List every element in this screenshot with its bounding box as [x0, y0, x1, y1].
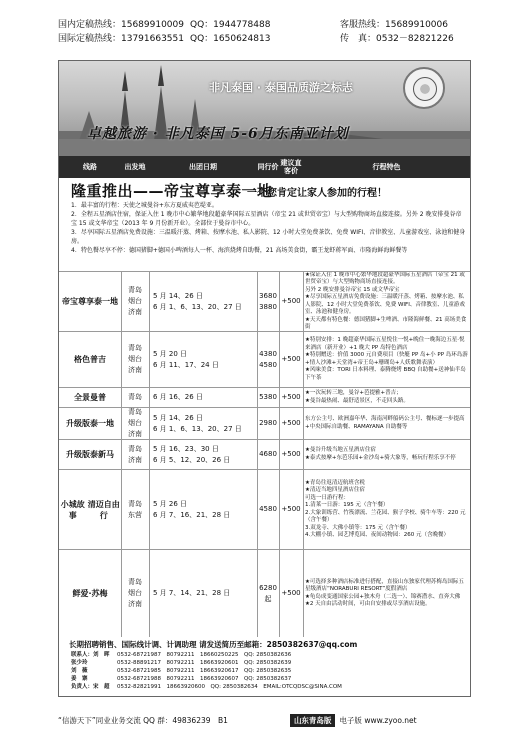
route-direct-price [279, 388, 303, 407]
route-features [303, 388, 470, 407]
route-name-line: 格色普吉 [74, 355, 106, 364]
contact-row [71, 683, 342, 691]
route-features [303, 440, 470, 469]
route-dates-line: 5 月 14、26 日 [153, 291, 203, 300]
promo-tagline: 一个您肯定让家人参加的行程！ [247, 188, 387, 199]
promo-headline: 隆重推出——帝宝尊享泰一地 [71, 182, 273, 200]
service-hotline: 客服热线：15689910006 [340, 20, 448, 30]
route-origin [121, 388, 149, 407]
route-peer-price [257, 470, 279, 549]
route-origin-line: 济南 [128, 455, 142, 464]
route-direct-price-line: +500 [281, 505, 301, 513]
flyer-sheet [58, 60, 471, 697]
feature-line: ★特别赠送：价值 3000 元自费项目（快艇 PP 岛+小 PP 岛环岛游+情人沙滩+天堂湾+帝王岛+珊瑚岛+人妖歌舞表演） [305, 352, 468, 366]
route-direct-price [279, 408, 303, 439]
route-dates [149, 440, 257, 469]
route-direct-price-line: +500 [281, 450, 301, 458]
route-name [59, 408, 121, 439]
route-features [303, 272, 470, 331]
highlight-item: 3．尽享国际五星酒店免费设施：三温暖汗蒸、烤箱、按摩水池、私人影院、12 小时大堂免费茶饮、免费 WIFI、音律教室、儿童游戏室、泳池和健身房。 [71, 229, 466, 245]
recruitment-notice: 长期招聘销售、国际线计调、计调助理 请发送简历至邮箱：2850382637@qq.com [69, 640, 358, 649]
route-dates [149, 388, 257, 407]
route-dates [149, 470, 257, 549]
route-origin [121, 408, 149, 439]
route-dates [149, 272, 257, 331]
route-name-line: 泰一地 [94, 297, 118, 306]
route-peer-price-line: 6280 [259, 583, 277, 592]
column-divider [279, 271, 280, 637]
edition-tag: 山东青岛版 [290, 714, 336, 727]
contact-row [71, 675, 342, 683]
route-dates-line: 5 月 16、23、30 日 [153, 444, 219, 453]
highlight-item: 1．最丰富的行程：天使之城曼谷+东方夏威夷芭堤亚。 [71, 202, 218, 209]
column-divider [257, 271, 258, 637]
route-name [59, 470, 121, 549]
route-dates-line: 6 月 1、6、13、20、27 日 [153, 424, 242, 433]
route-peer-price [257, 272, 279, 331]
contact-details: 0532-68721988 80792211 18663920607 QQ: 2850382637 [117, 676, 292, 682]
route-origin-line: 济南 [128, 308, 142, 316]
route-features [303, 470, 470, 549]
bottom-bar [58, 713, 471, 727]
route-origin-line: 青岛 [128, 444, 142, 453]
domestic-hotline: 国内定稿热线：15689910009 [58, 20, 184, 30]
feature-line: 4.大棚小镇、园艺博览园、夜间动物园：260 元（含晚餐） [305, 532, 449, 538]
route-direct-price [279, 550, 303, 637]
route-origin [121, 272, 149, 331]
contact-row [71, 667, 342, 675]
domestic-qq: QQ：1944778488 [190, 20, 271, 30]
column-divider [121, 271, 122, 637]
route-peer-price [257, 388, 279, 407]
route-dates [149, 332, 257, 387]
contact-list [71, 651, 342, 691]
route-features [303, 408, 470, 439]
feature-line: 3.双龙寺、大佛小镇等：175 元（含午餐） [305, 524, 411, 531]
route-name [59, 440, 121, 469]
header-dates: 出团日期 [189, 163, 217, 171]
feature-line: ★龟岛成变通国家公园+独木舟（二选一）、锦赛潜水、直奔大佛 [305, 593, 461, 600]
route-name-line: 清迈自由行 [87, 499, 120, 520]
route-features [303, 550, 470, 637]
emblem-seal [403, 67, 445, 109]
route-peer-price-line: 3680 [259, 291, 277, 300]
route-name-line: 全景曼普 [74, 393, 106, 402]
column-divider [303, 271, 304, 637]
route-direct-price [279, 470, 303, 549]
promo-banner [59, 178, 470, 200]
feature-line: ★一次玩转三地，曼谷+芭提雅+普吉； [305, 390, 402, 396]
contact-name: 负责人：宋 超 [71, 684, 110, 690]
route-dates-line: 6 月 11、17、24 日 [153, 360, 219, 369]
header-origin: 出发地 [124, 163, 146, 171]
route-direct-price [279, 440, 303, 469]
route-origin-line: 青岛 [128, 578, 142, 586]
hero-title: 卓越旅游 · 非凡泰国 5-6月东南亚计划 [87, 126, 349, 142]
route-name [59, 332, 121, 387]
feature-line: ★可选择多种酒店标准进行搭配，直接山东独家代理苏梅岛国际五星级酒店“NORABURI RESORT”度假酒店 [305, 578, 464, 592]
feature-line: 2.大象训练营、竹筏漂流、兰花园、猴子学校、骑牛车等：220 元（含午餐） [305, 509, 466, 523]
feature-line: ★泰式按摩+东芭乐园+金沙岛+骑大象等，畅玩行程乐享不停 [305, 454, 456, 461]
highlights-list [71, 201, 466, 255]
feature-line: 另外 2 晚安排曼谷帝宝 15 或文华帝宝 [305, 286, 400, 293]
intl-hotline: 国际定稿热线：13791663551 [58, 34, 184, 44]
route-dates [149, 408, 257, 439]
contact-row [71, 659, 342, 667]
route-direct-price [279, 332, 303, 387]
header-direct-price: 建议直客价 [280, 159, 302, 175]
website-link[interactable]: 电子版 www.zyoo.net [339, 715, 417, 725]
route-origin [121, 550, 149, 637]
highlight-item: 2．全程五星酒店住宿，保证入住 1 晚市中心繁华地段超豪华国际五星酒店（帝宝 21 或世贸帝宝）与大型购物商场直接连接。另外 2 晚安排曼谷帝宝 15 或文华帝宝（2013 年 9 月份新开业）。全部位于曼谷市中心。 [71, 211, 462, 227]
route-direct-price-line: +500 [281, 393, 301, 401]
feature-line: ★曼谷最热闹、最舒适景区，不走回头路。 [305, 397, 409, 404]
route-name-line: 泰新马 [90, 450, 114, 459]
route-peer-price [257, 332, 279, 387]
contact-details: 0532-82821991 18663920600 QQ: 2850382634 EMAIL:OTCQDSC@SINA.COM [117, 684, 342, 690]
route-dates-line: 5 月 7、14、21、28 日 [153, 589, 231, 597]
route-origin [121, 470, 149, 549]
feature-line: 1.清莱一日游：195 元（含午餐） [305, 502, 389, 508]
feature-line: ★曼谷升级当地五星酒店住宿 [305, 447, 376, 453]
feature-line: ★特别安排：1 晚超豪华国际五星悦住一悦+晚住一晚海边五星·悦来酒店（新开业）+1 晚大 PP 岛特色酒店 [305, 337, 465, 351]
route-origin-line: 济南 [128, 600, 142, 608]
route-dates-line: 6 月 1、6、13、20、27 日 [153, 302, 242, 311]
route-origin [121, 332, 149, 387]
contact-name: 刘 薇 [71, 668, 88, 674]
route-peer-price-line: 2980 [259, 419, 277, 427]
contact-details: 0532-68721987 80792211 18660250225 QQ: 2850382636 [117, 652, 292, 658]
feature-line: ★风味美食：TORI 日本料理、泰腾烧烤 BBQ 自助餐+送神仙半岛下午茶 [305, 367, 466, 381]
feature-line: ★尽享国际五星酒店免费设施：三温暖汗蒸、烤箱、按摩水池、私人影院、12 小时大堂免费茶饮、免费 WIFI、音律教室、儿童游戏室、泳池和健身房。 [305, 294, 465, 315]
route-origin-line: 烟台 [128, 419, 142, 427]
route-origin [121, 440, 149, 469]
column-divider [149, 271, 150, 637]
route-direct-price-line: +500 [281, 419, 301, 427]
feature-line: 可选一日游行程： [305, 494, 350, 501]
route-origin-line: 济南 [128, 430, 142, 438]
route-direct-price-line: +500 [281, 297, 301, 305]
qq-group: “信游天下”同业业务交流 QQ 群：49836239 B1 [58, 715, 228, 725]
route-dates-line: 6 月 5、12、20、26 日 [153, 455, 231, 464]
route-direct-price-line: +500 [281, 355, 301, 363]
feature-line: 东方公主号、欧洲嘉年华、海南河畔船码公主号、餐标逐一步提高+中央国际自助餐、RAMAYANA 自助餐等 [305, 416, 465, 430]
route-origin-line: 青岛 [128, 393, 142, 401]
route-origin-line: 东营 [128, 510, 142, 519]
contact-footer [59, 637, 470, 697]
hero-subtitle: 非凡泰国 · 泰国品质游之标志 [209, 81, 353, 94]
header-route: 线路 [83, 163, 97, 171]
highlight-item: 4．特色餐尽享不停：德国猪脚+德国小啤酒每人一杯、海滨烧烤自助餐，21 高场美食街，霸王龙虾蒋军面、市隆海鲜海鲜餐等 [71, 247, 408, 254]
header-features: 行程特色 [372, 163, 401, 171]
feature-line: ★青岛往返清迈航班含税 [305, 479, 365, 486]
header-peer-price: 同行价 [257, 163, 279, 171]
route-dates [149, 550, 257, 637]
route-peer-price-line: 4380 [259, 349, 277, 358]
intl-qq: QQ：1650624813 [190, 34, 271, 44]
route-name-line: 升级版 [66, 419, 90, 428]
feature-line: ★保证入住 1 晚市中心繁华地段超豪华国际五星酒店（帝宝 21 或世贸帝宝）与大型购物商场直接连接。 [305, 272, 465, 285]
route-origin-line: 济南 [128, 366, 142, 374]
route-origin-line: 青岛 [128, 499, 142, 508]
route-peer-price [257, 408, 279, 439]
contact-name: 张少玲 [71, 660, 88, 666]
route-peer-price-line: 起 [264, 594, 272, 603]
route-dates-line: 5 月 20 日 [153, 349, 188, 358]
route-name [59, 550, 121, 637]
route-table [59, 271, 470, 637]
route-dates-line: 5 月 14、26 日 [153, 413, 203, 422]
route-origin-line: 青岛 [128, 286, 142, 294]
route-dates-line: 5 月 26 日 [153, 499, 188, 508]
feature-line: ★2 天自由活动时间，可由自安排或尽享酒店设施。 [305, 601, 431, 607]
route-dates-line: 6 月 16、26 日 [153, 393, 203, 401]
fax-number: 传 真：0532－82821226 [340, 34, 454, 44]
contact-details: 0532-68721985 80792211 18663920617 QQ: 2850382635 [117, 668, 292, 674]
route-peer-price-line: 3880 [259, 302, 277, 311]
route-peer-price [257, 440, 279, 469]
route-direct-price [279, 272, 303, 331]
feature-line: ★天天都有特色餐：德国猪脚+生啤酒、市隆海鲜餐、21 高场美食街 [305, 316, 467, 330]
route-name [59, 272, 121, 331]
hero-banner [59, 61, 470, 156]
route-peer-price-line: 4580 [259, 505, 277, 513]
route-origin-line: 青岛 [128, 344, 142, 352]
contact-name: 联系人：刘 晖 [71, 652, 110, 658]
route-name-line: 升级版 [66, 450, 90, 459]
route-name-line: 小城故事 [60, 499, 85, 520]
route-name [59, 388, 121, 407]
route-peer-price [257, 550, 279, 637]
route-origin-line: 烟台 [128, 355, 142, 363]
contact-row [71, 651, 342, 659]
route-peer-price-line: 4580 [259, 360, 277, 369]
route-features [303, 332, 470, 387]
route-name-line: 鲜爱·苏梅 [72, 589, 108, 598]
hotlines [58, 18, 468, 46]
route-dates-line: 6 月 7、16、21、28 日 [153, 510, 231, 519]
contact-name: 姜 寨 [71, 676, 88, 682]
route-name-line: 帝宝尊享 [62, 297, 94, 306]
route-origin-line: 烟台 [128, 589, 142, 597]
route-name-line: 泰一地 [90, 419, 114, 428]
route-origin-line: 烟台 [128, 297, 142, 305]
table-header [59, 156, 470, 178]
route-peer-price-line: 4680 [259, 450, 277, 458]
route-direct-price-line: +500 [281, 589, 301, 597]
contact-details: 0532-88891217 80792211 18663920601 QQ: 2850382639 [117, 660, 292, 666]
feature-line: ★清迈当地四星酒店住宿 [305, 487, 365, 493]
route-peer-price-line: 5380 [259, 393, 277, 401]
route-origin-line: 青岛 [128, 408, 142, 416]
